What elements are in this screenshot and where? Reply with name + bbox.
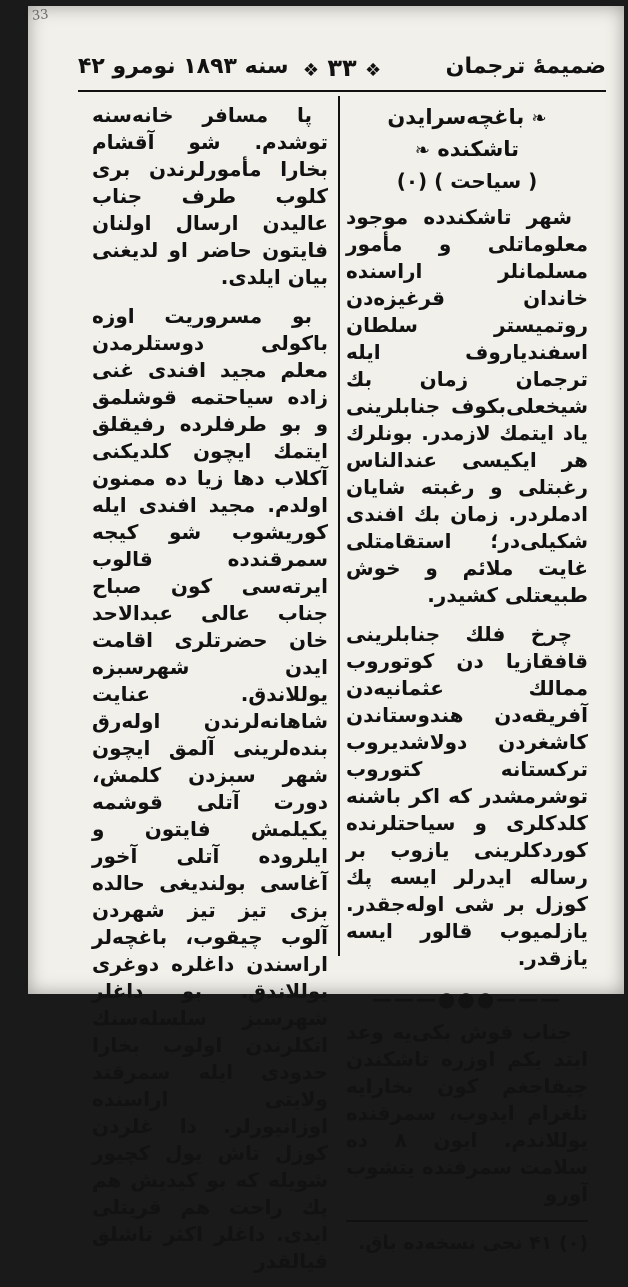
- left-column: [92, 102, 328, 1287]
- title-ornament-icon: ❧: [414, 140, 431, 161]
- column-divider: [338, 96, 340, 956]
- page-number: [303, 54, 381, 82]
- ornament-right-icon: ❖: [365, 60, 382, 81]
- paragraph: بو مسروریت اوزه باکولی دوستلرمدن معلم مجید افندی غنی زاده سیاحتمه قوشلمق و بو طرفلرده رفیقلق ایتمك ایچون کلدیکنی آکلاب دها زیا ده ممنون اولدم. مجید افندی ایله کوریشوب شو کیجه سمر‌قندده قالوب ایرته‌سی کون صباح جناب عالی عبدالاحد خان حضرتلری اقامت ایدن شهرسبزه یوللاندق. عنایت شا‌هانه‌لرندن اوله‌رق بنده‌لرینی آلمق ایچون شهر سبزدن کلمش، دورت آتلی قوشمه یکیلمش فایتون و ایلروده آتلی آخور آغاسی بولندیغی حالده بزی تیز تیز شهردن آلوب چیقوب، باغچه‌لر ارا‌سندن داغلره دوغری یوللاندق. بو داغلر شهرسبز سلسله‌سنك اتکلرندن اولوب بخارا حدودی ایله سمرقند ولایتی ارا‌سنده اوزانیورلر. دا غلردن کوزل تاش یول کچیور شویله که بو کیدیش هم پك راحت هم قریتلی ایدی. داغلر اکثر تاشلق قیالقدر: [92, 304, 328, 1273]
- masthead-title: ضمیمهٔ ترجمان: [445, 54, 606, 79]
- section-separator: ———●●●———: [371, 987, 563, 1011]
- article-title-text: باغچه‌سرایدن تاشکنده: [387, 105, 525, 161]
- article-title: [346, 102, 588, 166]
- issue-info: سنه ۱۸۹۳ نومرو ۴۲: [78, 54, 289, 79]
- paragraph: چرخ فلك جنابلرینی قافقازیا دن کوتوروب ممالك عثمانیه‌دن آفریقه‌دن هندوستاندن کاشغردن دولاشدیروب ترکستانه کتوروب توشرمشدر که اکر باشنه کلدکلری و سیاحتلرنده کوردکلرینی یازوب بر رساله ایدرلر ایسه پك کوزل بر شی اوله‌جقدر. یازلمیوب قالور ایسه یازقدر.: [346, 622, 588, 970]
- ornament-left-icon: ❖: [302, 60, 319, 81]
- pencil-page-mark: 33: [31, 7, 50, 24]
- paragraph: پا مسافر خانه‌سنه توشدم. شو آقشام بخارا مأمورلرندن بری کلوب طرف جناب عالیدن ارسال اولنان فایتون حاضر او لدیغنی بیان ایلدی.: [92, 103, 328, 289]
- article-subtitle: ( سیاحت ) (۰): [396, 169, 538, 193]
- right-column: [346, 102, 588, 1257]
- page-number-text: ۳۳: [327, 54, 357, 82]
- title-ornament-icon: ❧: [531, 108, 547, 129]
- paragraph: جناب قوش بکی‌یه وعد ایتد یکم اوزره تاشکندن چیقاجغم کون بخارایه تلغرام ایدوب، سمرقنده یوللاندم. ایون ۸ ده سلامت سمرقنده یتشوب آورو‌: [346, 1020, 588, 1206]
- page-header: [78, 48, 606, 92]
- newspaper-page: [28, 6, 624, 1273]
- footnote: (۰) ۴۱ نجی نسخه‌ده باق.: [346, 1220, 588, 1257]
- paragraph: شهر تاشکندده موجود معلو‌ماتلی و مأمور مسلمانلر ارا‌سنده خاندان قرغیزه‌دن روتمیستر سلطان اسفندیاروف ایله ترجمان زمان بك شیخعلی‌بکوف جنا‌بلرینی یاد ایتمك لازمدر. بو‌نلرك هر ایکیسی عندالناس رغبتلی و رغبته شایان ادملردر. زمان بك افندی شکیلی‌در؛ استقامتلی غایت ملائم و خوش طبیعتلی کشیدر.: [346, 205, 588, 607]
